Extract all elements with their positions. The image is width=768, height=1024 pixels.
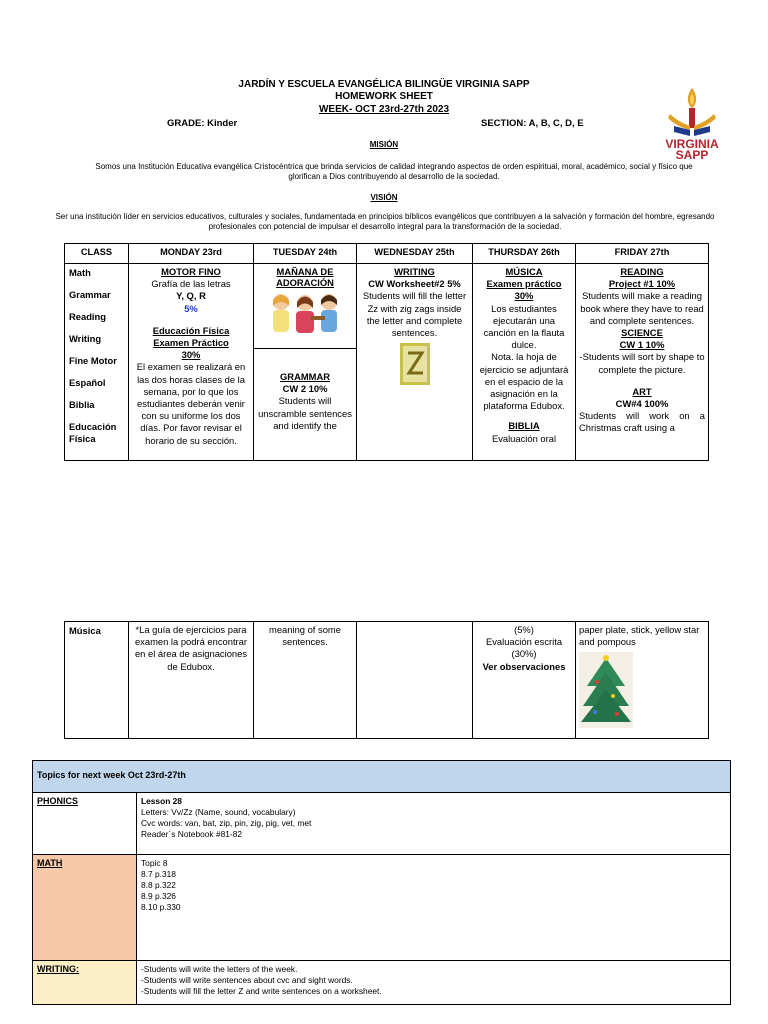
topics-row-math [33, 855, 731, 961]
monday-letters: Y, Q, R [176, 290, 206, 302]
friday-cw1: CW 1 10% [619, 339, 665, 351]
writing-line-1: -Students will write the letters of the week. [141, 964, 298, 974]
topics-table [32, 760, 731, 1005]
math-lesson-2: 8.8 p.322 [141, 880, 176, 890]
math-topic: Topic 8 [141, 858, 168, 868]
week-label [0, 104, 768, 116]
math-lesson-1: 8.7 p.318 [141, 869, 176, 879]
friday-cont-text: paper plate, stick, yellow star and pompous [579, 624, 700, 648]
tuesday-cw: CW 2 10% [282, 383, 328, 395]
phonics-letters: Letters: Vv/Zz (Name, sound, vocabulary) [141, 807, 296, 817]
subject-grammar: Grammar [69, 289, 111, 300]
header-tuesday: TUESDAY 24th [254, 244, 357, 264]
grade-label: GRADE: Kinder [167, 118, 238, 129]
table-row [65, 264, 709, 461]
vision-title: VISIÓN [370, 193, 398, 202]
wednesday-cw: CW Worksheet#2 5% [368, 278, 461, 290]
math-lesson-4: 8.10 p.330 [141, 902, 181, 912]
writing-label: WRITING: [37, 964, 79, 974]
writing-content [137, 961, 731, 1005]
math-label-cell [33, 855, 137, 961]
tuesday-text: Students will unscramble sentences and identify the [258, 395, 352, 431]
monday-title-educacion-fisica: Educación Física [152, 324, 230, 336]
thursday-cont-percent: (5%) [514, 624, 534, 635]
thursday-note: Nota. la hoja de ejercicio se adjuntará en el espacio de la asignación en la plataforma Edubox. [479, 351, 569, 412]
subject-musica: Música [65, 622, 129, 739]
mission-text: Somos una Institución Educativa evangélica Cristocéntrica que brinda servicios de calidad integrando aspectos de orden espiritual, moral, académico, social y físico que glorifican a Dios contribuyendo al desarrollo de la sociedad. [95, 162, 693, 181]
friday-project: Project #1 10% [608, 278, 676, 290]
thursday-oral-eval: Evaluación oral [491, 432, 557, 444]
thursday-cont-written-eval: Evaluación escrita (30%) [485, 636, 563, 660]
header-friday: FRIDAY 27th [576, 244, 709, 264]
friday-cont-cell [576, 622, 709, 739]
table-header-row [65, 244, 709, 264]
wednesday-cell [357, 264, 473, 461]
thursday-cont-observations: Ver observaciones [482, 660, 566, 672]
tuesday-grammar-box [254, 349, 356, 434]
mission-title-wrap [0, 140, 768, 149]
thursday-cont-cell [473, 622, 576, 739]
monday-cont-text: *La guía de ejercicios para examen la podrá encontrar en el área de asignaciones de Edubox. [134, 624, 248, 672]
friday-title-art: ART [632, 385, 652, 397]
thursday-cell [473, 264, 576, 461]
tuesday-title-worship: MAÑANA DE ADORACIÓN [276, 266, 334, 288]
monday-percent: 5% [184, 302, 198, 314]
monday-title-motor-fino: MOTOR FINO [161, 266, 221, 277]
wednesday-title-writing: WRITING [394, 266, 435, 277]
tuesday-title-grammar: GRAMMAR [280, 371, 330, 382]
monday-cont-cell [129, 622, 254, 739]
math-label: MATH [37, 858, 63, 868]
thursday-text: Los estudiantes ejecutarán una canción en la flauta dulce. [483, 302, 565, 351]
wednesday-cont-cell [357, 622, 473, 739]
tuesday-worship-box [254, 264, 356, 349]
math-lesson-3: 8.9 p.326 [141, 891, 176, 901]
thursday-title-biblia: BIBLIA [508, 420, 540, 432]
mission-title: MISIÓN [369, 140, 399, 149]
subject-reading: Reading [69, 311, 106, 322]
header-wednesday: WEDNESDAY 25th [357, 244, 473, 264]
phonics-content [137, 793, 731, 855]
thursday-exam-percent: 30% [514, 290, 534, 302]
christmas-tree-craft-icon [579, 652, 633, 728]
monday-exam-title: Examen Práctico [153, 337, 229, 349]
writing-line-3: -Students will fill the letter Z and write sentences on a worksheet. [141, 986, 382, 996]
writing-label-cell [33, 961, 137, 1005]
topics-header-row [33, 761, 731, 793]
phonics-label-cell [33, 793, 137, 855]
phonics-lesson: Lesson 28 [141, 796, 182, 806]
vision-title-wrap [0, 193, 768, 202]
children-singing-icon [265, 290, 345, 338]
writing-line-2: -Students will write sentences about cvc and sight words. [141, 975, 353, 985]
monday-cell [129, 264, 254, 461]
tuesday-cont-text: meaning of some sentences. [269, 624, 341, 648]
thursday-title-musica: MÚSICA [505, 266, 543, 277]
week-text: WEEK- OCT 23rd-27th 2023 [318, 104, 450, 115]
friday-science-text: -Students will sort by shape to complete the picture. [579, 351, 705, 375]
homework-table [64, 243, 709, 461]
wednesday-text: Students will fill the letter Zz with zig zags inside the letter and complete sentences. [362, 290, 467, 339]
header-thursday: THURSDAY 26th [473, 244, 576, 264]
thursday-exam-title: Examen práctico [486, 278, 562, 290]
letter-z-worksheet-icon [400, 343, 430, 385]
subject-fine-motor: Fine Motor [69, 355, 117, 366]
vision-text: Ser una institución líder en servicios educativos, culturales y sociales, fundamentada en principios bíblicos evangélicos que contribuyen a la salvación y formación del hombre, egresando profesionales con potencial de impulsar el desarrollo integral para la transformación de la sociedad. [55, 212, 715, 231]
subjects-cell [65, 264, 129, 461]
phonics-label: PHONICS [37, 796, 79, 806]
monday-line: Grafía de las letras [151, 278, 231, 290]
friday-title-science: SCIENCE [621, 327, 663, 339]
table-row [65, 622, 709, 739]
topics-row-phonics [33, 793, 731, 855]
friday-cw4: CW#4 100% [615, 398, 669, 410]
subject-espanol: Español [69, 377, 106, 388]
monday-exam-percent: 30% [181, 349, 201, 361]
homework-table-continued [64, 621, 709, 739]
topics-row-writing [33, 961, 731, 1005]
school-name: JARDÍN Y ESCUELA EVANGÉLICA BILINGÜE VIRGINIA SAPP [238, 79, 530, 90]
friday-title-reading: READING [620, 266, 664, 277]
subject-biblia: Biblia [69, 399, 95, 410]
phonics-cvc: Cvc words: van, bat, zip, pin, zig, pig, vet, met [141, 818, 312, 828]
section-label: SECTION: A, B, C, D, E [481, 118, 584, 129]
math-content [137, 855, 731, 961]
subject-educacion-fisica: Educación Física [69, 421, 117, 444]
friday-art-text: Students will work on a Christmas craft using a [579, 410, 705, 434]
tuesday-cont-cell [254, 622, 357, 739]
logo-text: VIRGINIA SAPP [665, 137, 719, 162]
subject-writing: Writing [69, 333, 102, 344]
phonics-notebook: Reader´s Notebook #81-82 [141, 829, 243, 839]
sheet-title: HOMEWORK SHEET [335, 91, 433, 102]
header-monday: MONDAY 23rd [129, 244, 254, 264]
monday-exam-text: El examen se realizará en las dos horas clases de la semana, por lo que los estudiantes deberán venir con su uniforme los dos días. Por favor revisar el horario de su sección. [136, 361, 246, 446]
header-class: CLASS [65, 244, 129, 264]
school-logo [660, 84, 724, 164]
tuesday-cell [254, 264, 357, 461]
friday-cell [576, 264, 709, 461]
topics-title: Topics for next week Oct 23rd-27th [33, 761, 731, 793]
friday-reading-text: Students will make a reading book where they have to read and complete sentences. [580, 290, 704, 326]
subject-math: Math [69, 267, 91, 278]
